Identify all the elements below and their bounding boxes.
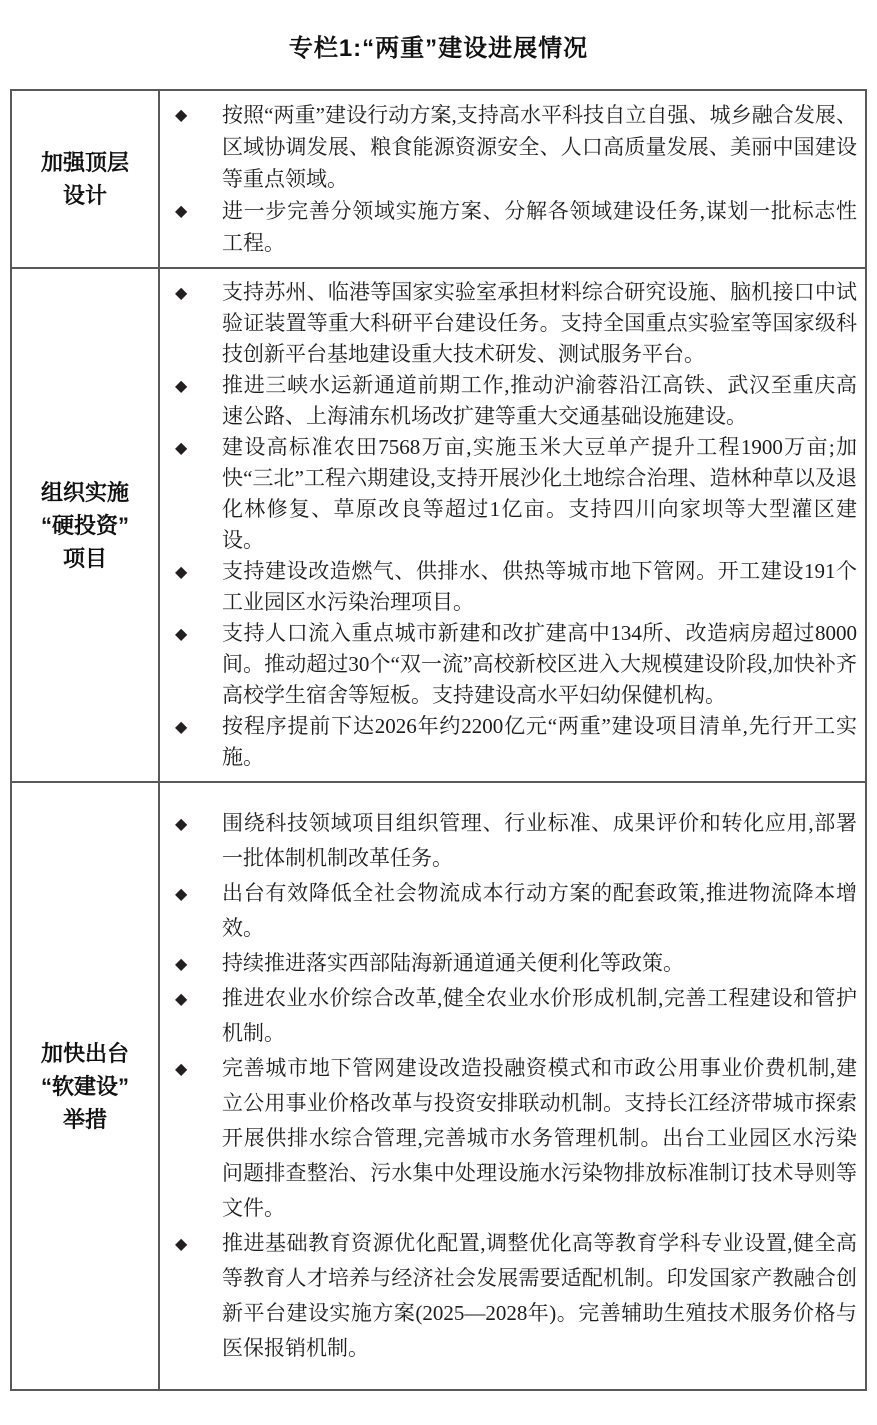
row-header-line: 设计: [62, 183, 107, 208]
row-header-line: “软建设”: [40, 1073, 129, 1099]
bullet-item: [160, 195, 857, 259]
row-header: [11, 90, 159, 268]
bullet-text: 支持苏州、临港等国家实验室承担材料综合研究设施、脑机接口中试验证装置等重大科研平台建设任务。支持全国重点实验室等国家级科技创新平台基地建设重大技术研发、测试服务平台。: [222, 280, 857, 366]
diamond-bullet-icon: ◆: [175, 283, 188, 302]
bullet-text: 推进三峡水运新通道前期工作,推动沪渝蓉沿江高铁、武汉至重庆高速公路、上海浦东机场改扩建等重大交通基础设施建设。: [222, 373, 857, 428]
table-row: [11, 268, 866, 782]
diamond-bullet-icon: ◆: [175, 376, 188, 395]
bullet-text: 进一步完善分领域实施方案、分解各领域建设任务,谋划一批标志性工程。: [222, 199, 857, 255]
row-header-line: 举措: [62, 1106, 107, 1132]
bullet-item: [160, 556, 857, 618]
bullet-item: [160, 1226, 857, 1366]
progress-table: [10, 89, 867, 1391]
row-header: [11, 268, 159, 782]
bullet-text: 推进农业水价综合改革,健全农业水价形成机制,完善工程建设和管护机制。: [222, 986, 857, 1045]
diamond-bullet-icon: ◆: [175, 954, 188, 973]
row-header: [11, 782, 159, 1390]
bullet-text: 推进基础教育资源优化配置,调整优化高等教育学科专业设置,健全高等教育人才培养与经济社会发展需要适配机制。印发国家产教融合创新平台建设实施方案(2025—2028年)。完善辅助生殖技术服务价格与医保报销机制。: [222, 1231, 857, 1360]
bullet-text: 按程序提前下达2026年约2200亿元“两重”建设项目清单,先行开工实施。: [222, 714, 857, 769]
bullet-item: [160, 876, 857, 946]
diamond-bullet-icon: ◆: [175, 438, 188, 457]
diamond-bullet-icon: ◆: [175, 1234, 188, 1253]
bullet-text: 出台有效降低全社会物流成本行动方案的配套政策,推进物流降本增效。: [222, 881, 857, 940]
table-row: [11, 90, 866, 268]
bullet-text: 按照“两重”建设行动方案,支持高水平科技自立自强、城乡融合发展、区域协调发展、粮食能源资源安全、人口高质量发展、美丽中国建设等重点领域。: [222, 103, 857, 191]
bullet-item: [160, 711, 857, 773]
diamond-bullet-icon: ◆: [175, 717, 188, 736]
bullet-item: [160, 432, 857, 556]
document-page: [0, 28, 877, 1391]
bullet-item: [160, 1051, 857, 1226]
diamond-bullet-icon: ◆: [175, 562, 188, 581]
bullet-item: [160, 806, 857, 876]
bullet-item: [160, 277, 857, 370]
diamond-bullet-icon: ◆: [175, 105, 188, 124]
bullet-text: 支持人口流入重点城市新建和改扩建高中134所、改造病房超过8000间。推动超过30个“双一流”高校新校区进入大规模建设阶段,加快补齐高校学生宿舍等短板。支持建设高水平妇幼保健机构。: [222, 621, 857, 707]
row-header-line: 组织实施: [40, 479, 129, 505]
row-content: [159, 90, 866, 268]
row-content: [159, 782, 866, 1390]
row-header-line: “硬投资”: [40, 512, 129, 538]
table-row: [11, 782, 866, 1390]
diamond-bullet-icon: ◆: [175, 814, 188, 833]
bullet-item: [160, 370, 857, 432]
row-header-line: 加强顶层: [40, 150, 129, 175]
row-header-line: 项目: [62, 545, 107, 571]
bullet-text: 围绕科技领域项目组织管理、行业标准、成果评价和转化应用,部署一批体制机制改革任务。: [222, 811, 857, 870]
diamond-bullet-icon: ◆: [175, 201, 188, 220]
diamond-bullet-icon: ◆: [175, 884, 188, 903]
bullet-item: [160, 618, 857, 711]
diamond-bullet-icon: ◆: [175, 1059, 188, 1078]
bullet-item: [160, 946, 857, 981]
page-title: 专栏1:“两重”建设进展情况: [288, 35, 589, 62]
bullet-item: [160, 981, 857, 1051]
row-header-line: 加快出台: [40, 1040, 129, 1066]
diamond-bullet-icon: ◆: [175, 989, 188, 1008]
bullet-text: 支持建设改造燃气、供排水、供热等城市地下管网。开工建设191个工业园区水污染治理项目。: [222, 559, 857, 614]
bullet-item: [160, 99, 857, 195]
bullet-text: 完善城市地下管网建设改造投融资模式和市政公用事业价费机制,建立公用事业价格改革与投资安排联动机制。支持长江经济带城市探索开展供排水综合管理,完善城市水务管理机制。出台工业园区水污染问题排查整治、污水集中处理设施水污染物排放标准制订技术导则等文件。: [222, 1056, 857, 1220]
row-content: [159, 268, 866, 782]
progress-table-body: [11, 90, 866, 1390]
bullet-text: 持续推进落实西部陆海新通道通关便利化等政策。: [222, 951, 684, 975]
bullet-text: 建设高标准农田7568万亩,实施玉米大豆单产提升工程1900万亩;加快“三北”工程六期建设,支持开展沙化土地综合治理、造林种草以及退化林修复、草原改良等超过1亿亩。支持四川向家坝等大型灌区建设。: [222, 435, 857, 552]
diamond-bullet-icon: ◆: [175, 624, 188, 643]
